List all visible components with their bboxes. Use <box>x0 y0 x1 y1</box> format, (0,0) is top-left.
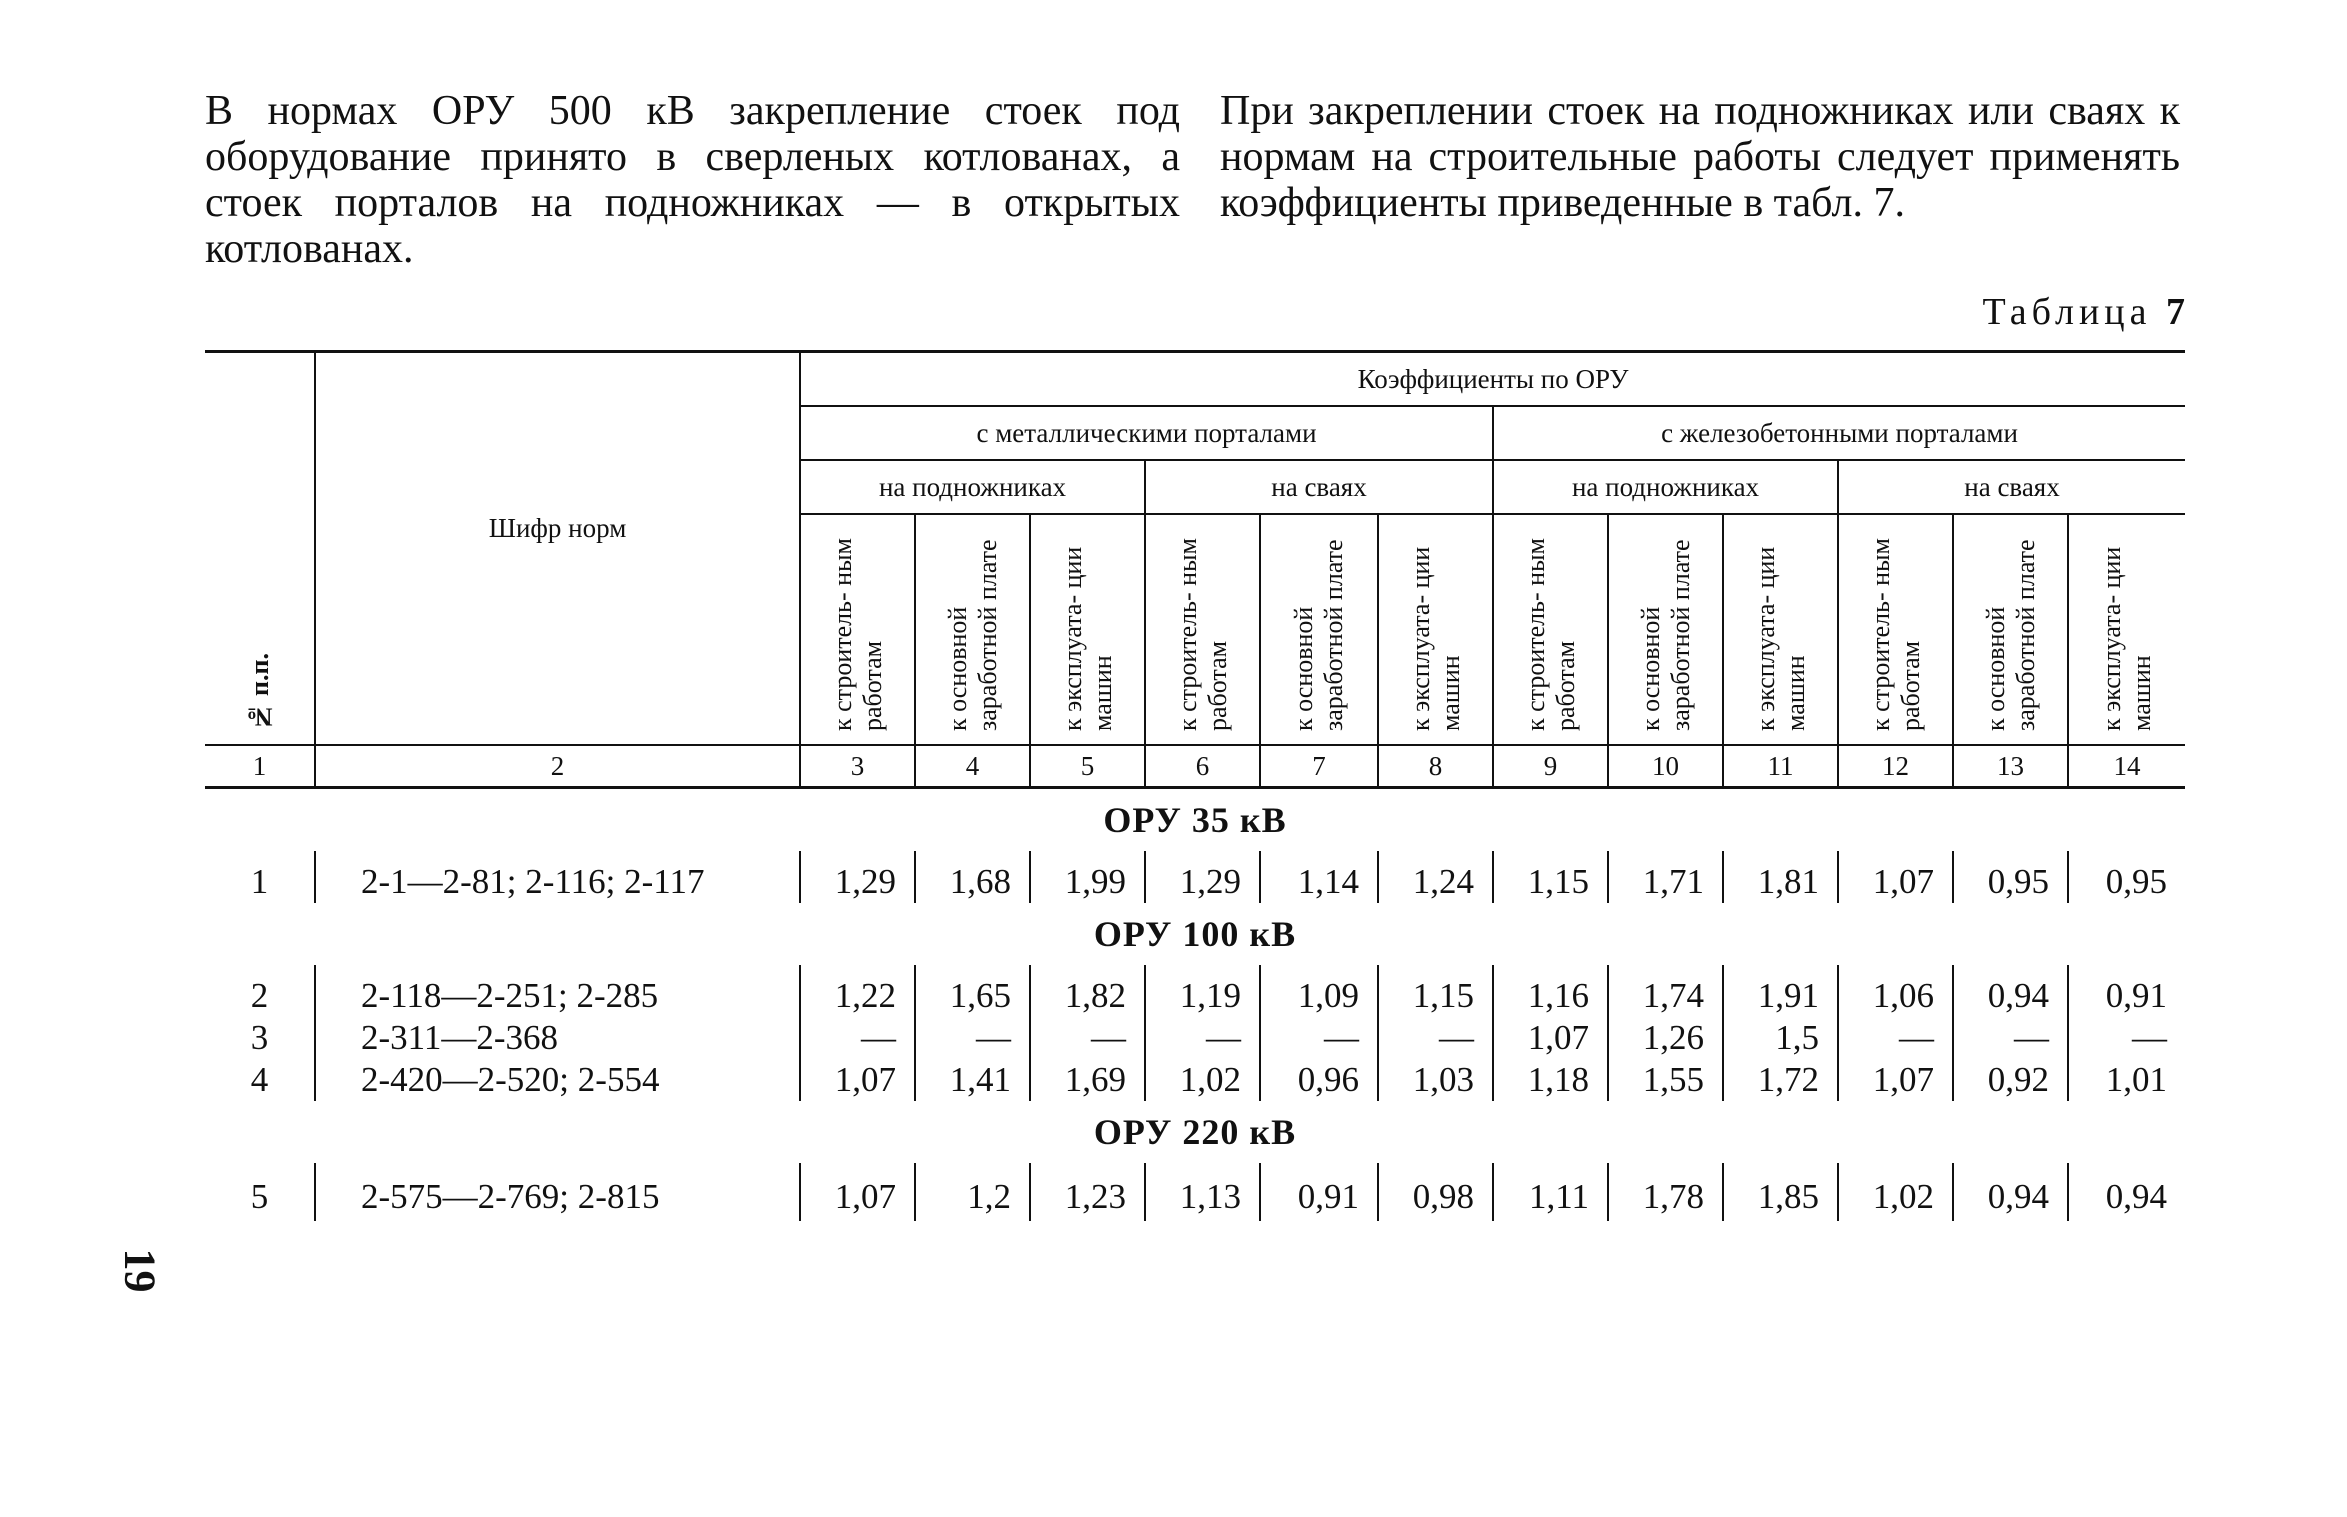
header-metal-piles: на сваях <box>1145 460 1493 514</box>
table-row <box>205 1059 2185 1101</box>
column-number: 10 <box>1608 745 1723 788</box>
header-code-label: Шифр норм <box>488 513 627 543</box>
intro-paragraph-left: В нормах ОРУ 500 кВ закрепление стоек под оборудование принято в сверленых котлованах, а стоек порталов на подножниках — в открытых котлованах. <box>205 88 1180 272</box>
norm-code: 2-311—2-368 <box>315 1017 800 1059</box>
coefficient-value: 0,94 <box>2068 1163 2185 1221</box>
coefficient-value: 1,22 <box>800 965 915 1017</box>
header-leaf-label: к строитель- ным работам <box>827 538 887 731</box>
header-leaf <box>1145 514 1260 745</box>
norm-code: 2-1—2-81; 2-116; 2-117 <box>315 851 800 903</box>
table-caption-word: Таблица <box>1982 291 2152 333</box>
header-metal-footing: на подножниках <box>800 460 1145 514</box>
coefficient-value: 1,26 <box>1608 1017 1723 1059</box>
column-number: 6 <box>1145 745 1260 788</box>
coefficient-value: 0,94 <box>1953 965 2068 1017</box>
column-number: 4 <box>915 745 1030 788</box>
coefficient-value: — <box>915 1017 1030 1059</box>
coefficient-value: 1,29 <box>800 851 915 903</box>
header-leaf <box>800 514 915 745</box>
coefficient-value: 1,07 <box>1838 1059 1953 1101</box>
header-leaf-label: к строитель- ным работам <box>1865 538 1925 731</box>
coefficient-value: 1,69 <box>1030 1059 1145 1101</box>
column-number: 9 <box>1493 745 1608 788</box>
coefficients-table <box>205 350 2185 1221</box>
column-number: 14 <box>2068 745 2185 788</box>
coefficient-value: 1,68 <box>915 851 1030 903</box>
coefficient-value: 1,16 <box>1493 965 1608 1017</box>
coefficient-value: 1,24 <box>1378 851 1493 903</box>
coefficient-value: — <box>800 1017 915 1059</box>
column-number: 5 <box>1030 745 1145 788</box>
coefficient-value: 0,95 <box>1953 851 2068 903</box>
coefficient-value: 1,23 <box>1030 1163 1145 1221</box>
header-leaf-label: к строитель- ным работам <box>1520 538 1580 731</box>
header-concrete-portals: с железобетонными порталами <box>1493 406 2185 460</box>
section-row <box>205 1101 2185 1163</box>
intro-paragraph-right: При закреплении стоек на подножниках или сваях к нормам на строительные работы следует применять коэффициенты приведенные в табл. 7. <box>1220 88 2180 226</box>
header-leaf <box>1260 514 1378 745</box>
coefficient-value: 1,01 <box>2068 1059 2185 1101</box>
coefficient-value: 1,15 <box>1493 851 1608 903</box>
coefficient-value: 1,81 <box>1723 851 1838 903</box>
section-row <box>205 788 2185 852</box>
row-number: 4 <box>250 1060 269 1099</box>
coefficient-value: 1,07 <box>1493 1017 1608 1059</box>
column-number: 1 <box>205 745 315 788</box>
coefficient-value: 1,19 <box>1145 965 1260 1017</box>
header-leaf <box>1378 514 1493 745</box>
coefficient-value: 1,71 <box>1608 851 1723 903</box>
header-leaf <box>1030 514 1145 745</box>
header-leaf <box>1493 514 1608 745</box>
coefficient-value: 1,78 <box>1608 1163 1723 1221</box>
coefficient-value: 0,96 <box>1260 1059 1378 1101</box>
header-leaf-label: к эксплуата- ции машин <box>1750 546 1810 731</box>
header-leaf-label: к эксплуата- ции машин <box>2097 546 2156 731</box>
header-metal-portals: с металлическими порталами <box>800 406 1493 460</box>
column-number: 12 <box>1838 745 1953 788</box>
header-concrete-footing: на подножниках <box>1493 460 1838 514</box>
section-title: ОРУ 220 кВ <box>1093 1112 1297 1152</box>
header-leaf-label: к основной заработной плате <box>1635 539 1695 731</box>
header-leaf-label: к строитель- ным работам <box>1172 538 1232 731</box>
coefficient-value: 1,14 <box>1260 851 1378 903</box>
section-title: ОРУ 100 кВ <box>1093 914 1297 954</box>
coefficient-value: 1,03 <box>1378 1059 1493 1101</box>
header-leaf-label: к основной заработной плате <box>942 539 1002 731</box>
coefficient-value: 1,29 <box>1145 851 1260 903</box>
coefficient-value: 1,11 <box>1493 1163 1608 1221</box>
coefficient-value: — <box>1030 1017 1145 1059</box>
row-number: 5 <box>250 1177 269 1216</box>
header-row-number <box>205 352 315 746</box>
header-leaf-label: к эксплуата- ции машин <box>1057 546 1117 731</box>
coefficient-value: 1,18 <box>1493 1059 1608 1101</box>
coefficient-value: 0,92 <box>1953 1059 2068 1101</box>
coefficient-value: — <box>1838 1017 1953 1059</box>
coefficient-value: 1,07 <box>1838 851 1953 903</box>
table-body <box>205 745 2185 1221</box>
coefficient-value: 1,06 <box>1838 965 1953 1017</box>
coefficient-value: 1,5 <box>1723 1017 1838 1059</box>
coefficient-value: 1,85 <box>1723 1163 1838 1221</box>
norm-code: 2-118—2-251; 2-285 <box>315 965 800 1017</box>
coefficient-value: 1,41 <box>915 1059 1030 1101</box>
header-leaf-label: к основной заработной плате <box>1289 539 1348 731</box>
coefficient-value: 1,02 <box>1838 1163 1953 1221</box>
coefficient-value: — <box>1953 1017 2068 1059</box>
header-row-number-label: № п.п. <box>244 652 274 731</box>
coefficient-value: 1,99 <box>1030 851 1145 903</box>
coefficient-value: 1,15 <box>1378 965 1493 1017</box>
header-leaf-label: к основной заработной плате <box>1980 539 2040 731</box>
column-number-row <box>205 745 2185 788</box>
norm-code: 2-420—2-520; 2-554 <box>315 1059 800 1101</box>
header-concrete-piles: на сваях <box>1838 460 2185 514</box>
header-code <box>315 352 800 746</box>
coefficient-value: 1,91 <box>1723 965 1838 1017</box>
coefficient-value: 1,65 <box>915 965 1030 1017</box>
coefficient-value: 1,74 <box>1608 965 1723 1017</box>
column-number: 3 <box>800 745 915 788</box>
header-leaf <box>2068 514 2185 745</box>
header-leaf <box>1723 514 1838 745</box>
coefficient-value: — <box>1145 1017 1260 1059</box>
table-row <box>205 965 2185 1017</box>
coefficient-value: 1,72 <box>1723 1059 1838 1101</box>
page-number: 19 <box>115 1248 165 1293</box>
header-coefficients: Коэффициенты по ОРУ <box>800 352 2185 407</box>
coefficient-value: — <box>2068 1017 2185 1059</box>
coefficient-value: 0,94 <box>1953 1163 2068 1221</box>
header-leaf <box>915 514 1030 745</box>
norm-code: 2-575—2-769; 2-815 <box>315 1163 800 1221</box>
column-number: 13 <box>1953 745 2068 788</box>
table-row <box>205 1163 2185 1221</box>
table-row <box>205 1017 2185 1059</box>
table-caption-number: 7 <box>2166 291 2185 333</box>
coefficient-value: 1,07 <box>800 1163 915 1221</box>
section-title: ОРУ 35 кВ <box>1103 800 1287 840</box>
coefficient-value: — <box>1378 1017 1493 1059</box>
row-number: 3 <box>250 1018 269 1057</box>
section-row <box>205 903 2185 965</box>
coefficient-value: 0,98 <box>1378 1163 1493 1221</box>
coefficient-value: 1,07 <box>800 1059 915 1101</box>
column-number: 7 <box>1260 745 1378 788</box>
coefficient-value: 1,09 <box>1260 965 1378 1017</box>
header-leaf <box>1953 514 2068 745</box>
coefficient-value: 1,13 <box>1145 1163 1260 1221</box>
coefficient-value: 1,2 <box>915 1163 1030 1221</box>
row-number: 1 <box>250 862 269 901</box>
column-number: 2 <box>315 745 800 788</box>
header-leaf <box>1608 514 1723 745</box>
column-number: 8 <box>1378 745 1493 788</box>
coefficient-value: 0,95 <box>2068 851 2185 903</box>
coefficient-value: 0,91 <box>2068 965 2185 1017</box>
coefficient-value: 1,82 <box>1030 965 1145 1017</box>
coefficient-value: 0,91 <box>1260 1163 1378 1221</box>
coefficient-value: 1,02 <box>1145 1059 1260 1101</box>
header-leaf-label: к эксплуата- ции машин <box>1405 546 1465 731</box>
coefficient-value: — <box>1260 1017 1378 1059</box>
row-number: 2 <box>250 976 269 1015</box>
header-leaf <box>1838 514 1953 745</box>
table-row <box>205 851 2185 903</box>
table-caption <box>1982 290 2185 334</box>
coefficient-value: 1,55 <box>1608 1059 1723 1101</box>
column-number: 11 <box>1723 745 1838 788</box>
